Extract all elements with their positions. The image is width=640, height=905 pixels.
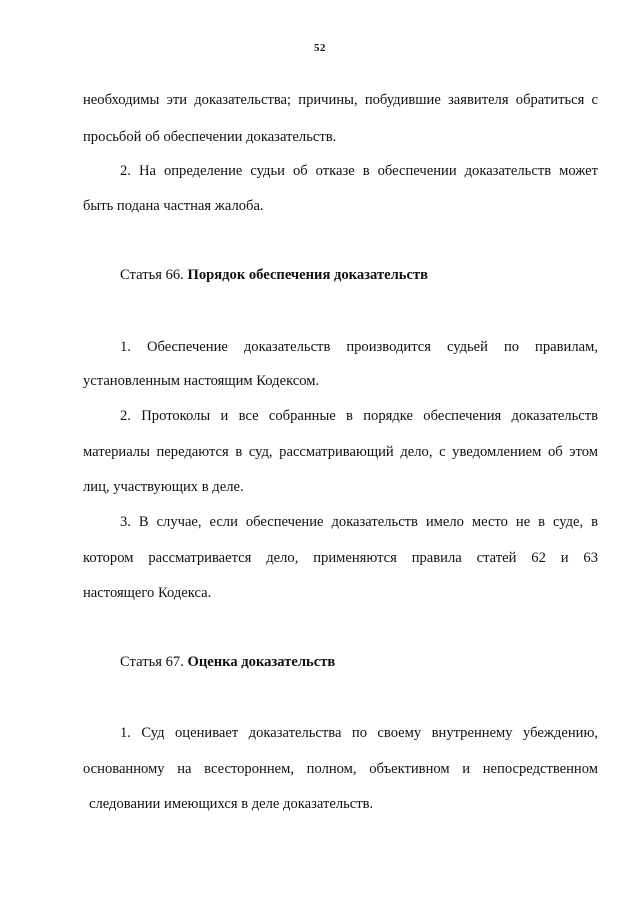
page-number: 52 bbox=[314, 42, 326, 54]
text-line: просьбой об обеспечении доказательств. bbox=[83, 129, 337, 145]
text-line: основанному на всестороннем, полном, объективном и непосредственном bbox=[83, 761, 598, 777]
article-66-number: Статья 66. bbox=[120, 267, 188, 283]
text-line: 2. На определение судьи об отказе в обеспечении доказательств может bbox=[120, 163, 598, 179]
text-line: лиц, участвующих в деле. bbox=[83, 479, 244, 495]
text-line: следовании имеющихся в деле доказательств. bbox=[89, 796, 374, 812]
article-67-heading bbox=[120, 653, 635, 671]
text-line: 2. Протоколы и все собранные в порядке обеспечения доказательств bbox=[120, 408, 598, 424]
article-67-number: Статья 67. bbox=[120, 654, 188, 670]
text-line: котором рассматривается дело, применяются правила статей 62 и 63 bbox=[83, 550, 598, 566]
text-line: необходимы эти доказательства; причины, побудившие заявителя обратиться с bbox=[83, 92, 598, 108]
text-line: установленным настоящим Кодексом. bbox=[83, 373, 320, 389]
article-67-title: Оценка доказательств bbox=[187, 654, 336, 670]
text-line: быть подана частная жалоба. bbox=[83, 198, 264, 214]
text-line: 1. Обеспечение доказательств производится судьей по правилам, bbox=[120, 339, 598, 355]
text-line: 1. Суд оценивает доказательства по своему внутреннему убеждению, bbox=[120, 725, 598, 741]
article-66-heading bbox=[120, 266, 635, 284]
text-line: 3. В случае, если обеспечение доказательств имело место не в суде, в bbox=[120, 514, 598, 530]
article-66-title: Порядок обеспечения доказательств bbox=[187, 267, 429, 283]
text-line: материалы передаются в суд, рассматривающий дело, с уведомлением об этом bbox=[83, 444, 598, 460]
text-line: настоящего Кодекса. bbox=[83, 585, 212, 601]
